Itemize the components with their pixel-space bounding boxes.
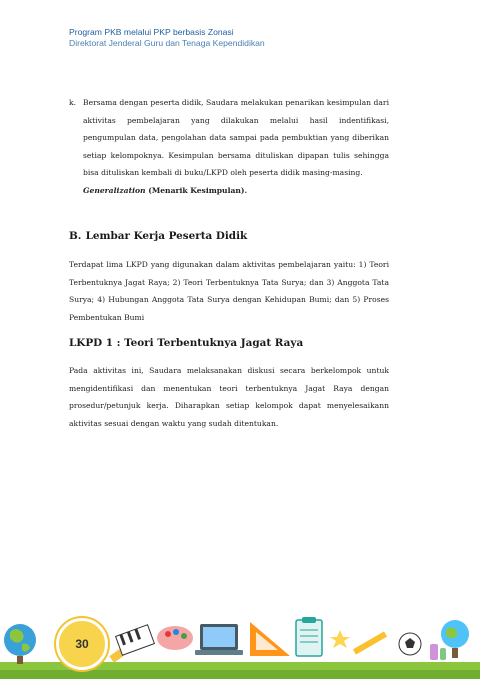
pencil-icon (353, 631, 387, 654)
page-number-badge (56, 618, 108, 670)
section-b-heading (69, 230, 247, 242)
lkpd1-heading: LKPD 1 : Teori Terbentuknya Jagat Raya (69, 337, 304, 349)
generalization-line (83, 182, 389, 200)
header-program-title: Program PKB melalui PKP berbasis Zonasi (69, 27, 234, 37)
lkpd1-paragraph: Pada aktivitas ini, Saudara melaksanakan diskusi secara berkelompok untuk mengidentifikasi dan menentukan teori terbentuknya Jagat Raya dengan prosedur/petunjuk kerja. Diharapkan setiap kelompok dapat menyelesaikann aktivitas sesuai dengan waktu yang sudah ditentukan. (69, 366, 389, 428)
list-item-text: Bersama dengan peserta didik, Saudara melakukan penarikan kesimpulan dari aktivitas pembelajaran yang dilakukan melalui hasil indentifikasi, pengumpulan data, pengolahan data sampai pada pembuktian yang diberikan setiap kelompoknya. Kesimpulan bersama dituliskan dipapan tulis sehingga bisa dituliskan kembali di buku/LKPD oleh peserta didik masing-masing. (83, 98, 389, 178)
clipboard-icon (296, 617, 322, 656)
globe-icon (4, 624, 36, 664)
page-number: 30 (75, 637, 89, 651)
section-title: Lembar Kerja Peserta Didik (85, 230, 248, 242)
list-marker: k. (69, 98, 77, 107)
header-directorate: Direktorat Jenderal Guru dan Tenaga Kependidikan (69, 38, 265, 48)
palette-icon (157, 626, 193, 650)
section-number: B. (69, 230, 82, 242)
grass-shadow (0, 670, 480, 679)
beaker-icon (430, 644, 446, 660)
generalization-term: Generalization (83, 185, 146, 195)
triangle-ruler-icon (250, 622, 290, 656)
generalization-gloss: (Menarik Kesimpulan). (145, 185, 248, 195)
laptop-icon (195, 624, 243, 655)
star-icon (330, 630, 350, 648)
ball-icon (399, 633, 421, 655)
page-header (69, 27, 265, 49)
section-b-paragraph: Terdapat lima LKPD yang digunakan dalam aktivitas pembelajaran yaitu: 1) Teori Terbentuknya Jagat Raya; 2) Teori Terbentuknya Tata Surya; dan 3) Anggota Tata Surya; 4) Hubungan Anggota Tata Surya dengan Kehidupan Bumi; dan 5) Proses Pembentukan Bumi (69, 260, 389, 322)
keyboard-icon (116, 625, 155, 655)
list-item-k (69, 94, 389, 200)
